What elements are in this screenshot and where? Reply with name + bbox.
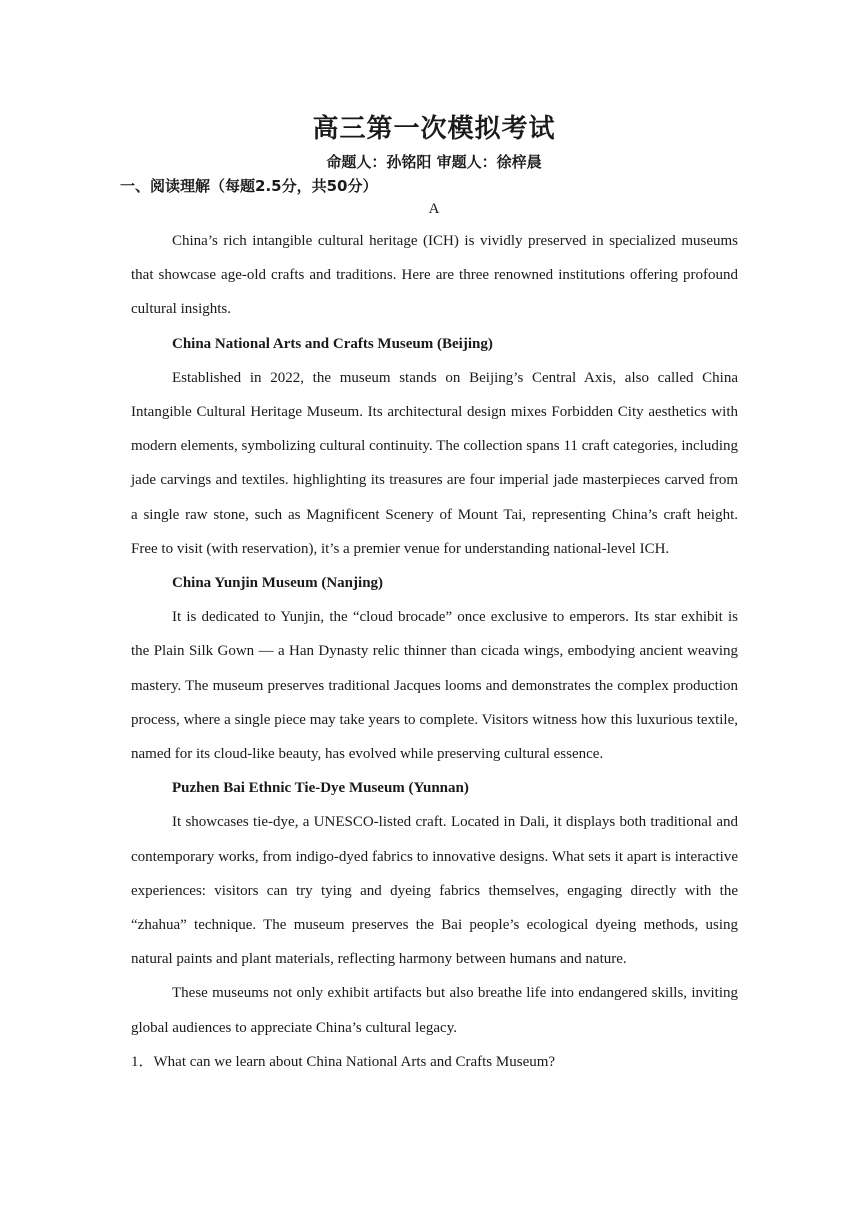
museum-text-yunnan: It showcases tie-dye, a UNESCO-listed craft. Located in Dali, it displays both traditional and contemporary works, from indigo-dyed fabrics to innovative designs. What sets it apart is interactive experiences: visitors can try tying and dyeing fabrics themselves, engaging directly with the “zhahua” technique. The museum preserves the Bai people’s ecological dyeing methods, using natural paints and plant materials, reflecting harmony between humans and nature. (131, 814, 738, 968)
museum-heading-nanjing: China Yunjin Museum (Nanjing) (172, 575, 384, 592)
passage-letter: A (428, 201, 440, 217)
passage-body (131, 224, 738, 1079)
museum-heading-beijing: China National Arts and Crafts Museum (Beijing) (172, 335, 493, 352)
museum-text-nanjing: It is dedicated to Yunjin, the “cloud brocade” once exclusive to emperors. Its star exhibit is the Plain Silk Gown — a Han Dynasty relic thinner than cicada wings, embodying ancient weaving mastery. The museum preserves traditional Jacques looms and demonstrates the complex production process, where a single piece may take years to complete. Visitors witness how this luxurious textile, named for its cloud-like beauty, has evolved while preserving cultural essence. (131, 609, 738, 763)
exam-authors: 命题人：孙铭阳 审题人：徐梓晨 (326, 153, 542, 171)
exam-title: 高三第一次模拟考试 (312, 114, 556, 144)
museum-text-beijing: Established in 2022, the museum stands on Beijing’s Central Axis, also called China Intangible Cultural Heritage Museum. Its architectural design mixes Forbidden City aesthetics with modern elements, symbolizing cultural continuity. The collection spans 11 craft categories, including jade carvings and textiles. highlighting its treasures are four imperial jade masterpieces carved from a single raw stone, such as Magnificent Scenery of Mount Tai, representing China’s craft height. Free to visit (with reservation), it’s a premier venue for understanding national-level ICH. (131, 369, 738, 557)
passage-conclusion: These museums not only exhibit artifacts but also breathe life into endangered skills, inviting global audiences to appreciate China’s cultural legacy. (131, 985, 738, 1036)
passage-intro: China’s rich intangible cultural heritage (ICH) is vividly preserved in specialized museums that showcase age-old crafts and traditions. Here are three renowned institutions offering profound cultural insights. (131, 233, 738, 318)
question-item: 1．What can we learn about China National Arts and Crafts Museum? (131, 1053, 556, 1070)
museum-heading-yunnan: Puzhen Bai Ethnic Tie-Dye Museum (Yunnan) (172, 780, 469, 797)
section-heading: 一、阅读理解（每题2.5分，共50分） (120, 177, 378, 195)
